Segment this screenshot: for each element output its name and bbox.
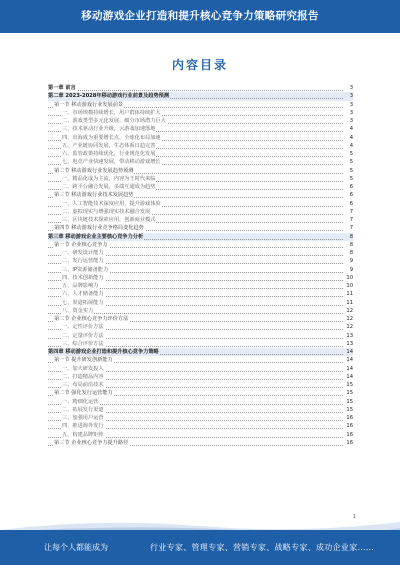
toc-entry-label: 第二节 强化发行运营能力 (54, 390, 113, 397)
toc-entry-label: 第四节 移动游戏行业竞争格局变化趋势 (54, 225, 144, 232)
toc-entry-label: 三、技术驱动行业升级，云游戏加速落地 (62, 126, 156, 133)
toc-entry-page: 6 (349, 200, 353, 207)
page-number: 1 (352, 514, 356, 520)
toc-entry-label: 七、电竞产业快速发展，带动移动游戏增长 (62, 159, 161, 166)
toc-entry-page: 16 (346, 439, 353, 446)
toc-entry-page: 14 (346, 357, 353, 364)
toc-entry[interactable] (48, 150, 353, 158)
toc-entry-label: 二、拓展发行渠道 (62, 406, 104, 413)
toc-leader-dots (48, 84, 343, 91)
toc-entry-label: 三、加强用户运营 (62, 415, 104, 421)
toc-entry-label: 一、加大研发投入 (62, 365, 104, 372)
footer-slogan-right: 行业专家、管理专家、营销专家、战略专家、成功企业家…… (150, 543, 375, 552)
toc-entry-label: 八、资金实力 (62, 307, 94, 314)
toc-entry[interactable] (48, 257, 353, 265)
toc-entry[interactable] (48, 381, 353, 389)
toc-entry-page: 6 (349, 184, 353, 190)
toc-entry-page: 10 (346, 274, 353, 281)
toc-entry-page: 3 (349, 85, 353, 91)
toc-entry-label: 第一节 移动游戏行业发展前景 (54, 101, 124, 108)
toc-entry-label: 一、市场规模持续增长，用户群体持续扩大 (62, 109, 161, 116)
toc-entry[interactable] (48, 439, 353, 447)
toc-entry[interactable] (48, 332, 353, 340)
report-title: 移动游戏企业打造和提升核心竞争力策略研究报告 (81, 10, 319, 22)
toc-entry[interactable] (48, 117, 353, 125)
toc-entry-label: 一、精品化成为主流，内容为王时代来临 (62, 175, 156, 182)
toc-entry-label: 二、跨平台融合发展，多端互通成为趋势 (62, 184, 156, 190)
toc-entry-label: 第一节 提升研发创新能力 (54, 357, 113, 364)
toc-entry[interactable] (48, 315, 353, 323)
toc-entry-page: 14 (346, 365, 353, 372)
toc-entry[interactable] (48, 340, 353, 348)
toc-entry-page: 11 (346, 299, 353, 306)
toc-entry[interactable] (48, 373, 353, 381)
toc-entry-label: 第三章 移动游戏企业主要核心竞争力分析 (48, 233, 144, 240)
toc-entry[interactable] (48, 290, 353, 298)
toc-entry[interactable] (48, 307, 353, 315)
toc-entry-label: 第三节 企业核心竞争力提升路径 (54, 439, 129, 446)
toc-entry[interactable] (48, 125, 353, 133)
toc-entry[interactable] (48, 158, 353, 166)
footer-slogan-left: 让每个人都能成为 (44, 543, 108, 552)
toc-entry-label: 二、定量评价方法 (62, 332, 104, 339)
toc-entry-page: 8 (349, 241, 353, 248)
toc-entry[interactable] (48, 224, 353, 232)
toc-entry-label: 二、发行运营能力 (62, 258, 104, 265)
toc-entry[interactable] (48, 414, 353, 422)
toc-entry-label: 三、区块链技术探索应用，创新商业模式 (62, 217, 156, 223)
toc-entry-label: 一、定性评价方法 (62, 324, 104, 331)
toc-entry-label: 五、品牌影响力 (62, 283, 99, 289)
toc-entry-page: 5 (349, 167, 353, 174)
toc-entry-page: 14 (346, 349, 353, 355)
toc-entry-page: 12 (346, 316, 353, 322)
toc-entry-page: 5 (349, 159, 353, 166)
toc-entry-page: 11 (346, 291, 353, 298)
toc-entry-label: 第一章 前言 (48, 85, 76, 91)
toc-entry[interactable] (48, 348, 353, 356)
toc-entry[interactable] (48, 365, 353, 373)
toc-entry-label: 四、推进海外发行 (62, 423, 104, 430)
toc-entry[interactable] (48, 200, 353, 208)
toc-entry[interactable] (48, 249, 353, 257)
toc-entry[interactable] (48, 422, 353, 430)
toc-entry[interactable] (48, 208, 353, 216)
toc-entry-page: 4 (349, 126, 353, 133)
toc-entry-page: 8 (349, 250, 353, 256)
toc-entry[interactable] (48, 109, 353, 117)
toc-entry-label: 一、精细化运营 (62, 398, 99, 405)
toc-entry-label: 第二节 移动游戏行业发展趋势预测 (54, 167, 134, 174)
toc-entry-page: 16 (346, 431, 353, 438)
toc-entry-label: 一、研发设计能力 (62, 250, 104, 256)
toc-entry-label: 第二章 2023-2028年移动游戏行业前景及趋势预测 (48, 93, 170, 100)
header-bar (0, 0, 400, 33)
toc-entry[interactable] (48, 431, 353, 439)
toc-entry-page: 7 (349, 217, 353, 223)
toc-entry[interactable] (48, 241, 353, 249)
toc-entry[interactable] (48, 233, 353, 241)
toc-entry-page: 7 (349, 208, 353, 215)
toc-entry-page: 15 (346, 382, 353, 388)
toc-entry-page: 3 (349, 118, 353, 124)
toc-entry-page: 10 (346, 283, 353, 289)
toc-entry-page: 6 (349, 192, 353, 199)
toc-entry-label: 一、人工智能技术深度应用，提升游戏体验 (62, 200, 161, 207)
toc-entry[interactable] (48, 274, 353, 282)
toc-entry-page: 7 (349, 225, 353, 232)
toc-entry-page: 16 (346, 415, 353, 421)
toc-entry-label: 第二节 企业核心竞争力评价方法 (54, 316, 129, 322)
toc-entry-page: 3 (349, 101, 353, 108)
toc-entry-page: 15 (346, 406, 353, 413)
toc-entry[interactable] (48, 191, 353, 199)
toc-entry-label: 七、渠道拓展能力 (62, 299, 104, 306)
toc-entry-page: 5 (349, 175, 353, 182)
toc-entry-page: 13 (346, 340, 353, 347)
toc-title: 内容目录 (171, 58, 228, 72)
toc-entry[interactable] (48, 398, 353, 406)
toc-entry[interactable] (48, 299, 353, 307)
toc-entry-label: 六、人才储备能力 (62, 291, 104, 298)
toc-entry[interactable] (48, 101, 353, 109)
toc-entry-page: 5 (349, 151, 353, 157)
toc-entry[interactable] (48, 92, 353, 100)
toc-entry-label: 四、出海成为重要增长点，全球化布局加速 (62, 134, 161, 141)
toc-entry[interactable] (48, 356, 353, 364)
toc-entry-page: 15 (346, 398, 353, 405)
toc-entry-label: 四、技术创新能力 (62, 274, 104, 281)
toc-entry-page: 14 (346, 373, 353, 380)
toc-entry-page: 13 (346, 332, 353, 339)
toc-entry[interactable] (48, 167, 353, 175)
toc-entry-page: 3 (349, 93, 353, 100)
table-of-contents (48, 84, 353, 447)
toc-entry-page: 12 (346, 324, 353, 331)
toc-entry-label: 第三节 移动游戏行业技术发展趋势 (54, 192, 134, 199)
toc-entry-label: 五、产业链协同发展，生态体系日趋完善 (62, 142, 156, 149)
toc-entry-label: 二、虚拟现实与增强现实技术融合发展 (62, 208, 151, 215)
toc-entry-page: 12 (346, 307, 353, 314)
toc-entry[interactable] (48, 134, 353, 142)
toc-entry-label: 二、打造精品内容 (62, 373, 104, 380)
toc-entry[interactable] (48, 323, 353, 331)
toc-entry-label: 三、综合评价方法 (62, 340, 104, 347)
toc-entry[interactable] (48, 389, 353, 397)
toc-entry-label: 五、构建品牌矩阵 (62, 431, 104, 438)
toc-entry-label: 三、IP资源储备能力 (62, 266, 109, 273)
toc-entry-label: 第一节 企业核心竞争力 (54, 241, 108, 248)
toc-entry-page: 4 (349, 142, 353, 149)
toc-entry[interactable] (48, 266, 353, 274)
toc-entry-page: 3 (349, 109, 353, 116)
toc-entry-page: 4 (349, 134, 353, 141)
footer-bar (0, 530, 400, 565)
toc-entry-page: 8 (349, 233, 353, 240)
toc-entry[interactable] (48, 282, 353, 290)
toc-entry-page: 9 (349, 266, 353, 273)
toc-entry[interactable] (48, 406, 353, 414)
toc-entry-label: 第四章 移动游戏企业打造和提升核心竞争力策略 (48, 349, 159, 355)
toc-entry-page: 15 (346, 390, 353, 397)
toc-entry[interactable] (48, 84, 353, 92)
toc-entry-label: 三、布局前沿技术 (62, 382, 104, 388)
toc-entry[interactable] (48, 183, 353, 191)
toc-entry-page: 9 (349, 258, 353, 265)
toc-entry-label: 六、监管政策持续优化，行业规范化发展 (62, 151, 156, 157)
toc-entry[interactable] (48, 175, 353, 183)
toc-entry-page: 16 (346, 423, 353, 430)
toc-entry-label: 二、游戏类型多元化发展，细分市场潜力巨大 (62, 118, 166, 124)
toc-entry[interactable] (48, 216, 353, 224)
toc-entry[interactable] (48, 142, 353, 150)
